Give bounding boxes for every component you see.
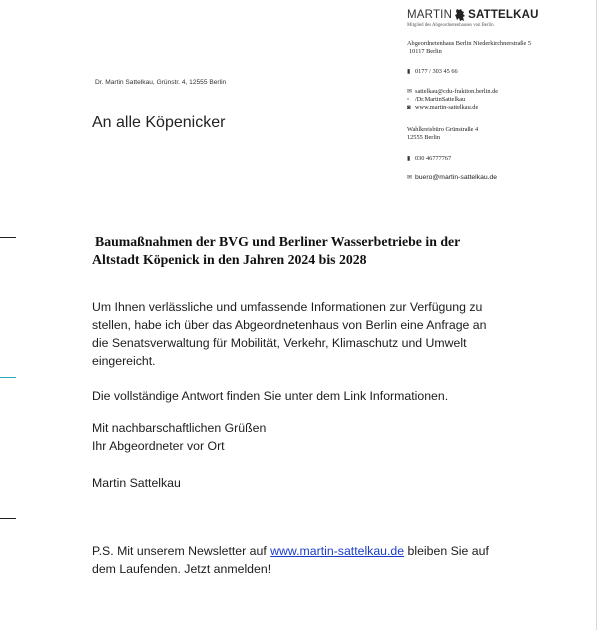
- contact-email2: [407, 174, 497, 182]
- link-note-paragraph: Die vollständige Antwort finden Sie unter dem Link Informationen.: [92, 389, 449, 403]
- fold-mark-top: [0, 237, 16, 238]
- phone-icon: ▮: [407, 156, 411, 162]
- intro-line: die Senatsverwaltung für Mobilität, Verkehr, Klimaschutz und Umwelt: [92, 336, 467, 350]
- fold-mark-bottom: [0, 518, 16, 519]
- signature-name: Martin Sattelkau: [92, 476, 181, 490]
- brand-first-name: MARTIN: [407, 9, 453, 21]
- website-link[interactable]: www.martin-sattelkau.de: [415, 104, 479, 111]
- intro-line: Um Ihnen verlässliche und umfassende Informationen zur Verfügung zu: [92, 300, 483, 314]
- letterhead-logo: [407, 8, 557, 28]
- phone2-number: 030 46777767: [415, 155, 452, 162]
- mail-icon: ✉: [407, 175, 413, 181]
- phone1-number: 0177 / 303 45 66: [415, 68, 458, 75]
- brand-last-name: SATTELKAU: [468, 9, 539, 21]
- contact-phone2: [407, 155, 451, 163]
- email1-link[interactable]: sattelkau@cdu-fraktion.berlin.de: [415, 88, 499, 95]
- greeting-line: Mit nachbarschaftlichen Grüßen: [92, 421, 267, 435]
- intro-paragraph: [92, 298, 522, 370]
- recipient-line: An alle Köpenicker: [92, 114, 226, 131]
- role-line: Ihr Abgeordneter vor Ort: [92, 439, 225, 453]
- social-link[interactable]: /Dr.MartinSattelkau: [415, 96, 466, 103]
- contact-office2: [407, 126, 478, 142]
- letter-subject: [92, 233, 512, 269]
- office2-city: 12555 Berlin: [407, 134, 441, 141]
- ps-prefix: P.S. Mit unserem Newsletter auf: [92, 544, 271, 558]
- closing-paragraph: [92, 419, 522, 455]
- subject-line-1: Baumaßnahmen der BVG und Berliner Wasserbetriebe in der: [95, 234, 461, 249]
- mail-icon: ✉: [407, 89, 413, 95]
- ps-line-2: dem Laufenden. Jetzt anmelden!: [92, 562, 272, 576]
- hole-punch-mark: [0, 377, 16, 378]
- intro-line: eingereicht.: [92, 354, 156, 368]
- subject-line-2: Altstadt Köpenick in den Jahren 2024 bis 2028: [92, 252, 367, 267]
- contact-office1: [407, 40, 531, 56]
- contact-phone1: [407, 68, 458, 76]
- facebook-icon: ▫: [407, 97, 410, 103]
- postscript-paragraph: [92, 542, 522, 578]
- newsletter-link[interactable]: www.martin-sattelkau.de: [270, 544, 405, 558]
- office1-city: 10117 Berlin: [409, 48, 442, 55]
- web-icon: ◙: [407, 105, 411, 111]
- office1-address: Abgeordnetenhaus Berlin Niederkirchnerstraße 5: [407, 40, 531, 47]
- berlin-bear-icon: [454, 8, 466, 22]
- sender-return-address: Dr. Martin Sattelkau, Grünstr. 4, 12555 Berlin: [95, 79, 227, 86]
- intro-line: stellen, habe ich über das Abgeordnetenhaus von Berlin eine Anfrage an: [92, 318, 487, 332]
- phone-icon: ▮: [407, 69, 411, 75]
- office2-address: Wahlkreisbüro Grünstraße 4: [407, 126, 479, 133]
- contact-online: [407, 88, 498, 112]
- email2-link[interactable]: buero@martin-sattelkau.de: [415, 174, 498, 181]
- brand-tagline: Mitglied des Abgeordnetenhauses von Berlin: [407, 23, 494, 28]
- ps-suffix: bleiben Sie auf: [404, 544, 489, 558]
